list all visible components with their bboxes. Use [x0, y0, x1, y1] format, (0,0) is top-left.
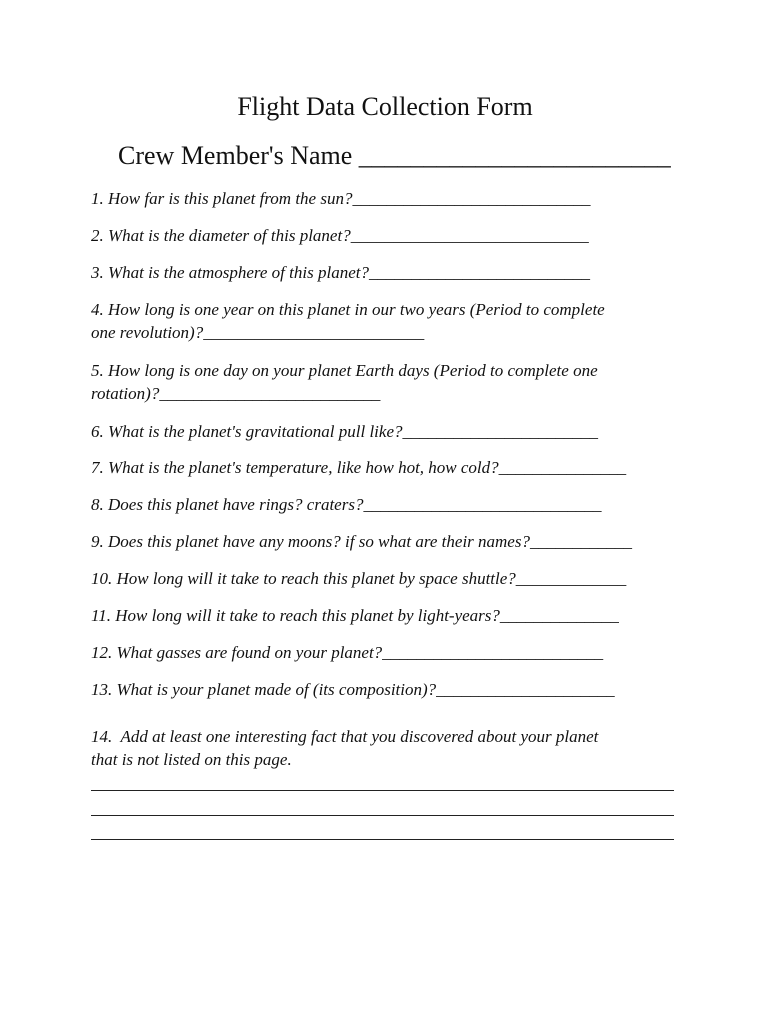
- form-title: Flight Data Collection Form: [237, 92, 533, 121]
- question-14: 14. Add at least one interesting fact that you discovered about your planet that is not listed on this page.: [91, 727, 599, 769]
- question-2[interactable]: 2. What is the diameter of this planet?____________________________: [91, 226, 589, 245]
- question-13[interactable]: 13. What is your planet made of (its composition)?_____________________: [91, 680, 615, 699]
- question-6[interactable]: 6. What is the planet's gravitational pull like?_______________________: [91, 422, 598, 441]
- question-9[interactable]: 9. Does this planet have any moons? if so what are their names?____________: [91, 532, 632, 551]
- question-12[interactable]: 12. What gasses are found on your planet?__________________________: [91, 643, 604, 662]
- fact-answer-line-1[interactable]: [91, 790, 674, 791]
- question-1[interactable]: 1. How far is this planet from the sun?____________________________: [91, 189, 591, 208]
- question-10[interactable]: 10. How long will it take to reach this planet by space shuttle?_____________: [91, 569, 627, 588]
- question-5[interactable]: 5. How long is one day on your planet Earth days (Period to complete one rotation)?__________________________: [91, 361, 598, 403]
- question-4[interactable]: 4. How long is one year on this planet in our two years (Period to complete one revolution)?__________________________: [91, 300, 605, 342]
- fact-answer-line-2[interactable]: [91, 815, 674, 816]
- fact-answer-line-3[interactable]: [91, 839, 674, 840]
- crew-member-name-field[interactable]: Crew Member's Name ________________________: [118, 141, 671, 170]
- question-7[interactable]: 7. What is the planet's temperature, like how hot, how cold?_______________: [91, 458, 627, 477]
- question-8[interactable]: 8. Does this planet have rings? craters?____________________________: [91, 495, 602, 514]
- question-3[interactable]: 3. What is the atmosphere of this planet?__________________________: [91, 263, 590, 282]
- question-11[interactable]: 11. How long will it take to reach this planet by light-years?______________: [91, 606, 619, 625]
